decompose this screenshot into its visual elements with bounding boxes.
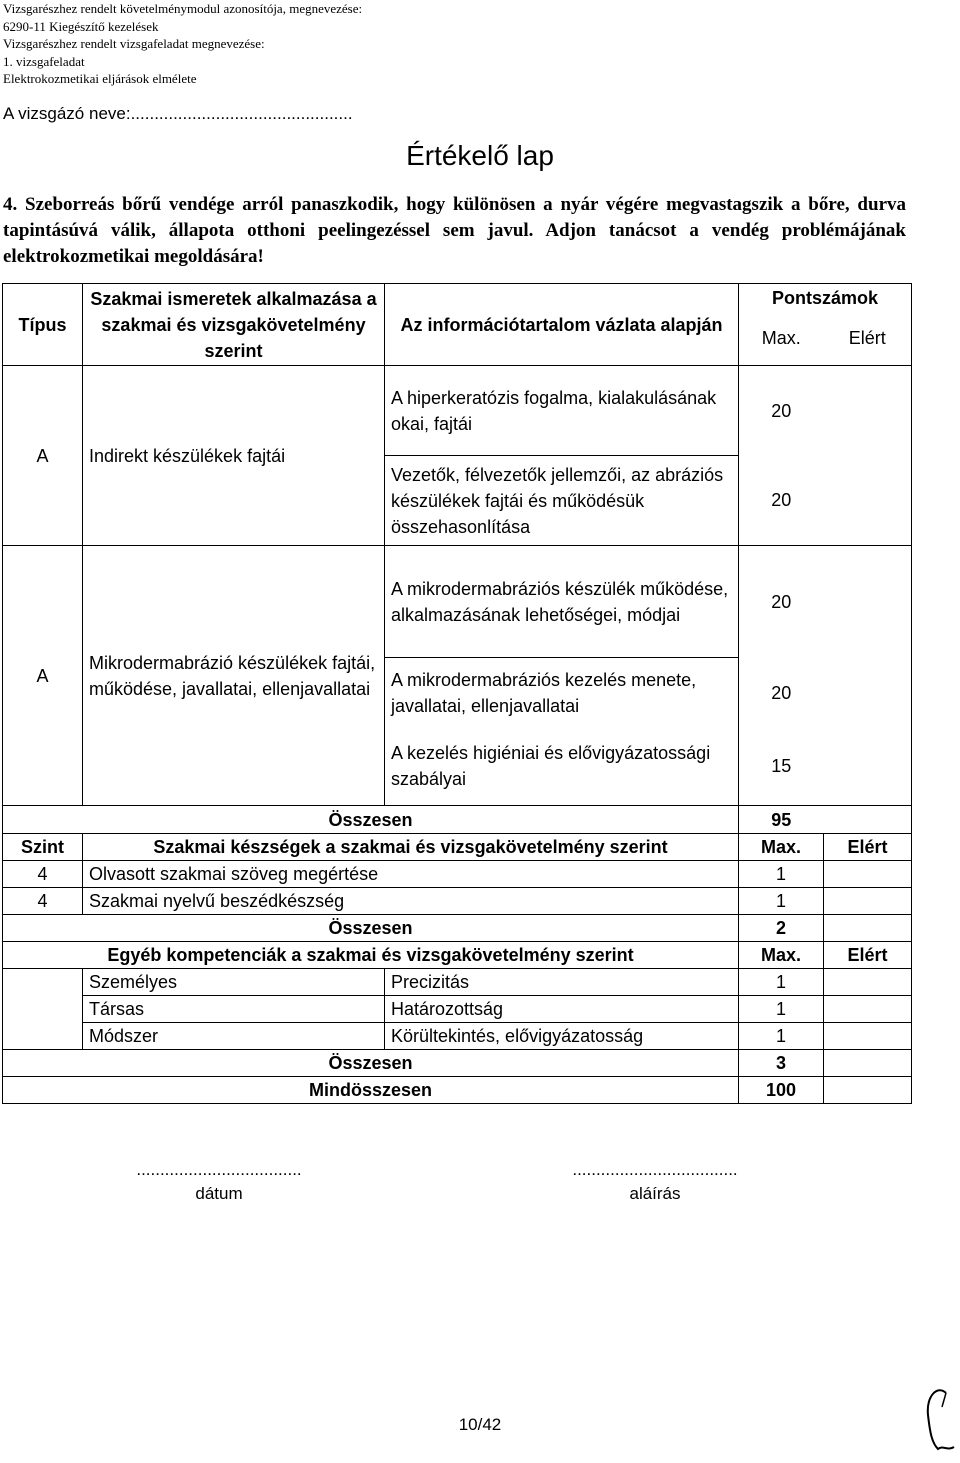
table-header-row — [3, 284, 912, 312]
total-row — [3, 915, 912, 942]
group1-type: A — [3, 366, 83, 546]
group1-topic: Indirekt készülékek fajtái — [83, 366, 385, 546]
competence-achieved — [824, 1023, 912, 1050]
grand-total-value: 100 — [739, 1077, 824, 1104]
max-header: Max. — [739, 312, 824, 366]
header-line: Vizsgarészhez rendelt vizsgafeladat megnevezése: — [3, 36, 265, 52]
total-label: Összesen — [3, 915, 739, 942]
group2-topic: Mikrodermabrázió készülékek fajtái, működése, javallatai, ellenjavallatai — [83, 546, 385, 806]
total-value: 95 — [739, 806, 824, 834]
type-header: Típus — [3, 284, 83, 366]
grand-total-label: Mindösszesen — [3, 1077, 739, 1104]
competence-spacer — [3, 996, 83, 1023]
signature-dots: ................................... — [572, 1160, 738, 1179]
page-title: Értékelő lap — [406, 140, 554, 171]
competence-name: Precizitás — [385, 969, 739, 996]
total-label: Összesen — [3, 1050, 739, 1077]
task-description: 4. Szeborreás bőrű vendége arról panaszkodik, hogy különösen a nyár végére megvastagszik a bőre, durva tapintásúvá válik, állapota otthoni peelingezéssel sem javul. Adjon tanácsot a vendég problémájának elektrokozmetikai megoldására! — [3, 194, 906, 267]
competence-spacer — [3, 1023, 83, 1050]
competence-max: 1 — [739, 996, 824, 1023]
competence-spacer — [3, 969, 83, 996]
max-points: 15 — [739, 728, 824, 806]
total-value: 3 — [739, 1050, 824, 1077]
competence-row — [3, 996, 912, 1023]
table-row — [3, 366, 912, 456]
max-points: 20 — [739, 456, 824, 546]
achieved-header: Elért — [824, 942, 912, 969]
outline-header: Az információtartalom vázlata alapján — [385, 284, 739, 366]
skill-text: Szakmai nyelvű beszédkészség — [83, 888, 739, 915]
table-row — [3, 546, 912, 658]
outline-item: Vezetők, félvezetők jellemzői, az abráziós készülékek fajtái és működésük összehasonlítása — [385, 456, 739, 546]
max-header: Max. — [739, 834, 824, 861]
achieved-points — [824, 546, 912, 806]
level-header: Szint — [3, 834, 83, 861]
skill-text: Olvasott szakmai szöveg megértése — [83, 861, 739, 888]
outline-item: A mikrodermabráziós kezelés menete, javallatai, ellenjavallatai — [385, 658, 739, 728]
outline-item: A hiperkeratózis fogalma, kialakulásának okai, fajtái — [385, 366, 739, 456]
date-dots: ................................... — [136, 1160, 302, 1179]
document-header — [3, 0, 362, 88]
achieved-points — [824, 456, 912, 546]
skill-max: 1 — [739, 888, 824, 915]
page-number: 10/42 — [458, 1415, 502, 1434]
skill-level: 4 — [3, 861, 83, 888]
skill-achieved — [824, 861, 912, 888]
knowledge-header: Szakmai ismeretek alkalmazása a szakmai és vizsgakövetelmény szerint — [83, 284, 385, 366]
competence-name: Határozottság — [385, 996, 739, 1023]
total-achieved — [824, 806, 912, 834]
date-label: dátum — [195, 1184, 243, 1203]
group2-type: A — [3, 546, 83, 806]
competence-name: Körültekintés, elővigyázatosság — [385, 1023, 739, 1050]
skill-achieved — [824, 888, 912, 915]
competence-row — [3, 969, 912, 996]
skills-header: Szakmai készségek a szakmai és vizsgakövetelmény szerint — [83, 834, 739, 861]
signature-label: aláírás — [629, 1184, 681, 1203]
competence-category: Személyes — [83, 969, 385, 996]
achieved-header: Elért — [824, 834, 912, 861]
competence-achieved — [824, 969, 912, 996]
competence-max: 1 — [739, 969, 824, 996]
skill-row — [3, 861, 912, 888]
max-points: 20 — [739, 546, 824, 658]
total-row — [3, 1050, 912, 1077]
outline-item: A mikrodermabráziós készülék működése, alkalmazásának lehetőségei, módjai — [385, 546, 739, 658]
total-achieved — [824, 1050, 912, 1077]
achieved-header: Elért — [824, 312, 912, 366]
total-row — [3, 806, 912, 834]
competence-row — [3, 1023, 912, 1050]
skill-level: 4 — [3, 888, 83, 915]
competence-achieved — [824, 996, 912, 1023]
skill-max: 1 — [739, 861, 824, 888]
competence-header: Egyéb kompetenciák a szakmai és vizsgakövetelmény szerint — [3, 942, 739, 969]
header-line: 1. vizsgafeladat — [3, 53, 85, 69]
header-line: Vizsgarészhez rendelt követelménymodul azonosítója, megnevezése: — [3, 1, 363, 16]
signature-mark-icon — [918, 1385, 958, 1455]
skills-header-row — [3, 834, 912, 861]
total-achieved — [824, 915, 912, 942]
outline-item: A kezelés higiéniai és elővigyázatossági szabályai — [385, 728, 739, 806]
evaluation-table — [2, 283, 912, 1104]
max-header: Max. — [739, 942, 824, 969]
header-line: Elektrokozmetikai eljárások elmélete — [3, 71, 197, 87]
competence-max: 1 — [739, 1023, 824, 1050]
skill-row — [3, 888, 912, 915]
competence-category: Társas — [83, 996, 385, 1023]
candidate-name-line: A vizsgázó neve:............................................... — [3, 104, 353, 123]
points-header: Pontszámok — [739, 284, 912, 312]
header-line: 6290-11 Kiegészítő kezelések — [3, 18, 159, 34]
total-value: 2 — [739, 915, 824, 942]
max-points: 20 — [739, 366, 824, 456]
achieved-points — [824, 366, 912, 456]
grand-total-achieved — [824, 1077, 912, 1104]
total-label: Összesen — [3, 806, 739, 834]
competence-header-row — [3, 942, 912, 969]
grand-total-row — [3, 1077, 912, 1104]
competence-category: Módszer — [83, 1023, 385, 1050]
max-points: 20 — [739, 658, 824, 728]
